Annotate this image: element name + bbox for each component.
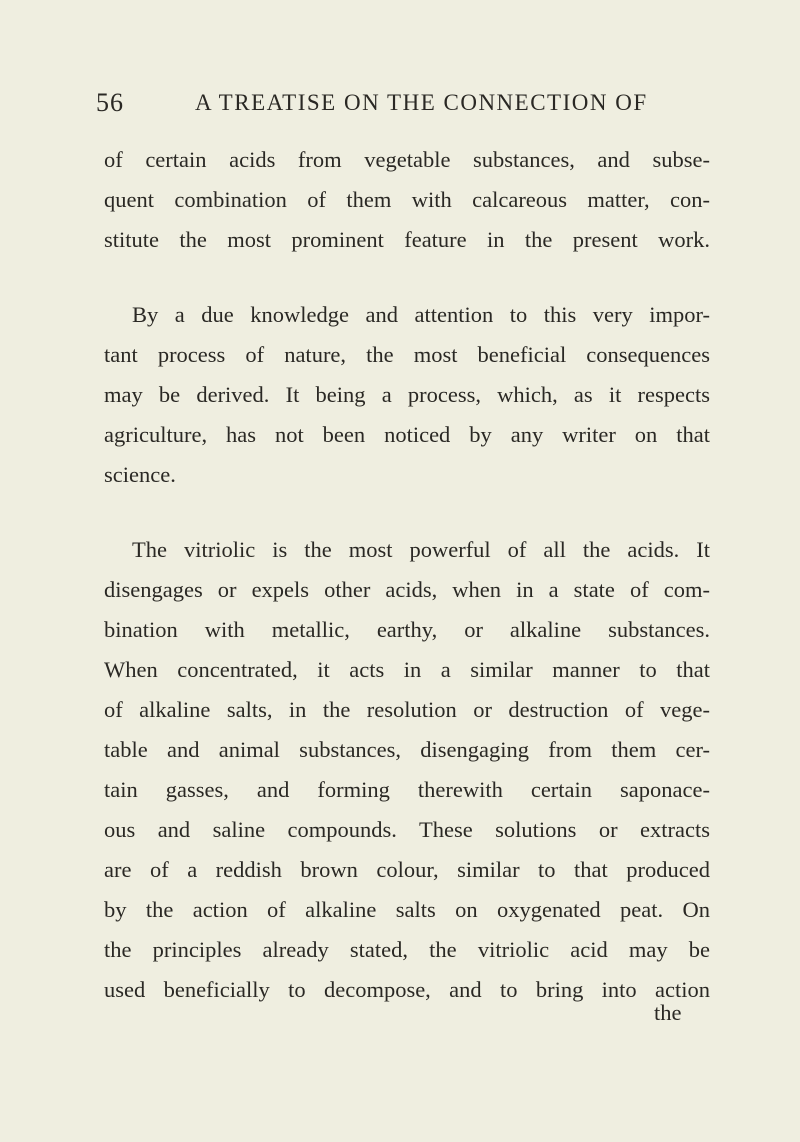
paragraph-1 xyxy=(104,140,710,260)
text-line: The vitriolic is the most powerful of all the acids. It xyxy=(132,537,710,562)
text-line: tain gasses, and forming therewith certain saponace- xyxy=(104,777,710,802)
text-line: of certain acids from vegetable substances, and subse- xyxy=(104,147,710,172)
body-text xyxy=(104,140,710,1010)
text-line: used beneficially to decompose, and to bring into action xyxy=(104,977,710,1002)
text-line: tant process of nature, the most beneficial consequences xyxy=(104,342,710,367)
text-line: When concentrated, it acts in a similar manner to that xyxy=(104,657,710,682)
running-head: A TREATISE ON THE CONNECTION OF xyxy=(195,90,648,115)
text-line: science. xyxy=(104,462,176,487)
text-line: stitute the most prominent feature in the present work. xyxy=(104,227,710,252)
paragraph-2 xyxy=(104,295,710,495)
text-line: the principles already stated, the vitriolic acid may be xyxy=(104,937,710,962)
text-line: quent combination of them with calcareous matter, con- xyxy=(104,187,710,212)
text-line: By a due knowledge and attention to this very impor- xyxy=(132,302,710,327)
text-line: of alkaline salts, in the resolution or destruction of vege- xyxy=(104,697,710,722)
page-number: 56 xyxy=(96,88,124,117)
paragraph-gap xyxy=(104,260,710,295)
paragraph-3 xyxy=(104,530,710,1010)
text-line: disengages or expels other acids, when in a state of com- xyxy=(104,577,710,602)
paragraph-gap xyxy=(104,495,710,530)
text-line: bination with metallic, earthy, or alkaline substances. xyxy=(104,617,710,642)
text-line: table and animal substances, disengaging from them cer- xyxy=(104,737,710,762)
page-header xyxy=(96,88,736,124)
text-line: ous and saline compounds. These solutions or extracts xyxy=(104,817,710,842)
text-line: agriculture, has not been noticed by any writer on that xyxy=(104,422,710,447)
text-line: may be derived. It being a process, which, as it respects xyxy=(104,382,710,407)
text-line: by the action of alkaline salts on oxygenated peat. On xyxy=(104,897,710,922)
catchword: the xyxy=(654,1000,682,1025)
text-line: are of a reddish brown colour, similar to that produced xyxy=(104,857,710,882)
